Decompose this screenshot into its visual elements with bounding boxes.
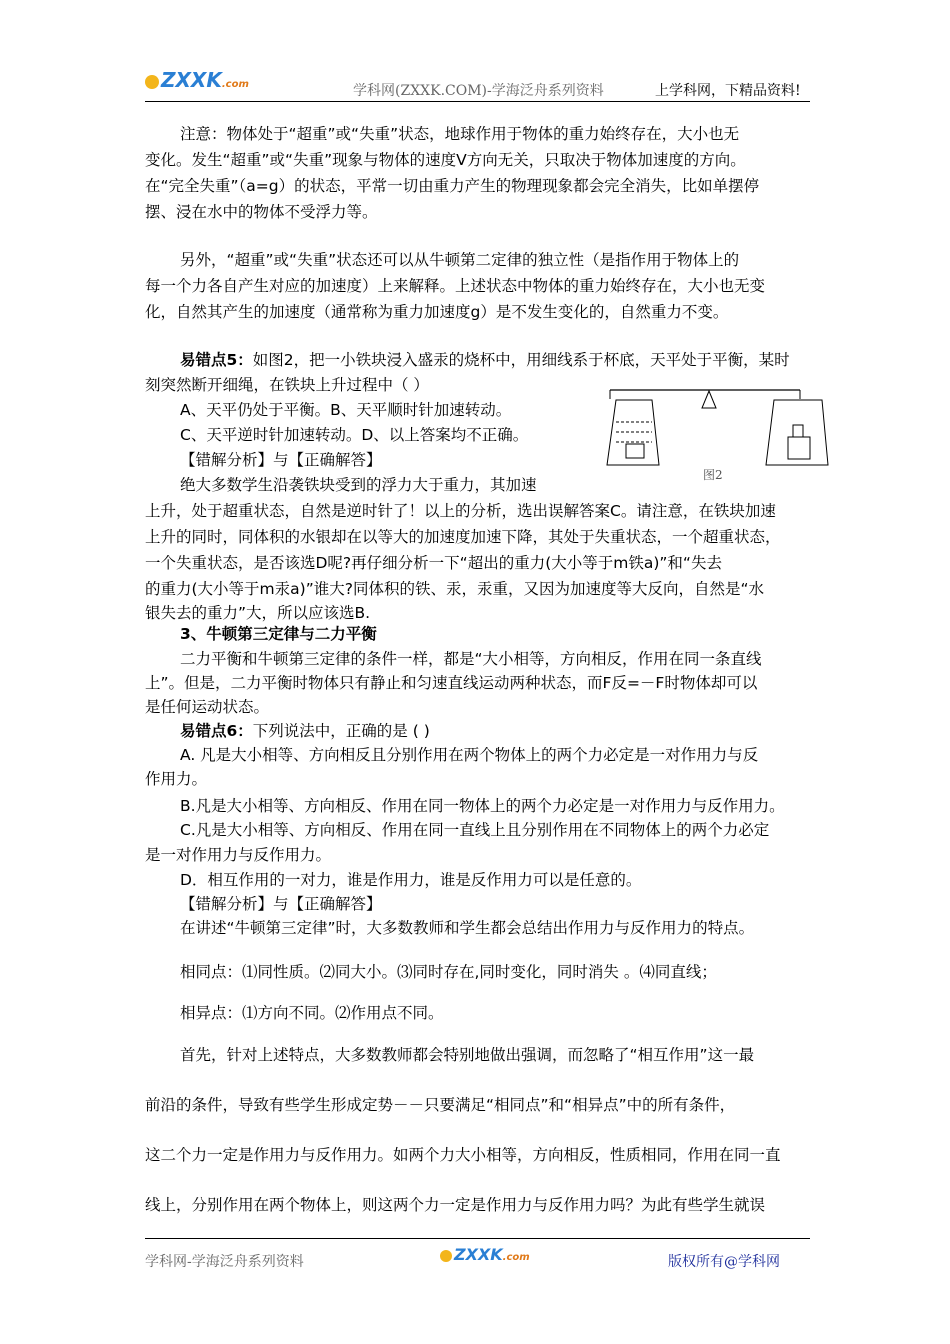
- p1-line: 变化。发生“超重”或“失重”现象与物体的速度V方向无关，只取决于物体加速度的方向。: [145, 151, 746, 169]
- zxxk-logo: ZXXK.com: [145, 68, 249, 92]
- q6-option-a-cont: 作用力。: [145, 770, 208, 788]
- analysis-title: 【错解分析】与【正确解答】: [180, 451, 382, 469]
- a5-line: 上升的同时，同体积的水银却在以等大的加速度加速下降，其处于失重状态，一个超重状态，: [145, 528, 781, 546]
- footer-rule: [145, 1238, 810, 1239]
- footer-logo-mascot-icon: [440, 1250, 452, 1262]
- q6-option-c-cont: 是一对作用力与反作用力。: [145, 846, 332, 864]
- last-para-line: 首先，针对上述特点，大多数教师都会特别地做出强调，而忽略了“相互作用”这一最: [180, 1046, 755, 1064]
- s3-line: 是任何运动状态。: [145, 698, 270, 716]
- q6-option-c: C.凡是大小相等、方向相反、作用在同一直线上且分别作用在不同物体上的两个力必定: [180, 821, 770, 839]
- a5-line: 的重力(大小等于m汞a)”谁大?同体积的铁、汞，汞重，又因为加速度等大反向，自然是“水: [145, 580, 764, 598]
- diff-points: 相异点：⑴方向不同。⑵作用点不同。: [180, 1004, 444, 1022]
- header-slogan: 上学科网，下精品资料!: [655, 83, 801, 99]
- q5-option: C、天平逆时针加速转动。D、以上答案均不正确。: [180, 426, 529, 444]
- analysis-title-2: 【错解分析】与【正确解答】: [180, 895, 382, 913]
- p2-line: 化，自然其产生的加速度（通常称为重力加速度g）是不发生变化的，自然重力不变。: [145, 303, 729, 321]
- s3-line: 上”。但是，二力平衡时物体只有静止和匀速直线运动两种状态，而F反=－F时物体却可以: [145, 674, 758, 692]
- footer-right: 版权所有@学科网: [668, 1254, 780, 1270]
- a5-line: 绝大多数学生沿袭铁块受到的浮力大于重力，其加速: [180, 476, 537, 494]
- p2-line: 每一个力各自产生对应的加速度）上来解释。上述状态中物体的重力始终存在，大小也无变: [145, 277, 766, 295]
- page-header: [145, 66, 810, 102]
- a5-line: 上升，处于超重状态，自然是逆时针了！以上的分析，选出误解答案C。请注意，在铁块加速: [145, 502, 776, 520]
- q6-option-d: D．相互作用的一对力，谁是作用力，谁是反作用力可以是任意的。: [180, 871, 642, 889]
- s3-line: 二力平衡和牛顿第三定律的条件一样，都是“大小相等，方向相反，作用在同一条直线: [180, 650, 762, 668]
- a5-line: 银失去的重力”大，所以应该选B.: [145, 604, 371, 622]
- last-para-line: 前沿的条件，导致有些学生形成定势－－只要满足“相同点”和“相异点”中的所有条件，: [145, 1096, 736, 1114]
- q5-label: 易错点5：: [180, 351, 253, 369]
- p1-line: 在“完全失重”（a=g）的状态，平常一切由重力产生的物理现象都会完全消失，比如单摆停: [145, 177, 760, 195]
- q5-option: A、天平仍处于平衡。B、天平顺时针加速转动。: [180, 401, 512, 419]
- p1-line: 注意：物体处于“超重”或“失重”状态，地球作用于物体的重力始终存在，大小也无: [180, 125, 740, 143]
- q6-option-a: A. 凡是大小相等、方向相反且分别作用在两个物体上的两个力必定是一对作用力与反: [180, 746, 759, 764]
- header-rule: [145, 101, 810, 102]
- p2-line: 另外，“超重”或“失重”状态还可以从牛顿第二定律的独立性（是指作用于物体上的: [180, 251, 740, 269]
- section-3-title: 3、牛顿第三定律与二力平衡: [180, 625, 377, 643]
- q6-stem: 易错点6：下列说法中，正确的是 ( ): [180, 722, 430, 740]
- q5-stem: 易错点5：如图2，把一小铁块浸入盛汞的烧杯中，用细线系于杯底，天平处于平衡，某时: [180, 351, 790, 369]
- same-points: 相同点：⑴同性质。⑵同大小。⑶同时存在,同时变化，同时消失 。⑷同直线；: [180, 963, 717, 981]
- logo-mascot-icon: [145, 75, 159, 89]
- last-para-line: 线上，分别作用在两个物体上，则这两个力一定是作用力与反作用力吗？为此有些学生就误: [145, 1196, 766, 1214]
- q6-label: 易错点6：: [180, 722, 253, 740]
- a5-line: 一个失重状态，是否该选D呢?再仔细分析一下“超出的重力(大小等于m铁a)”和“失去: [145, 554, 722, 572]
- q6-option-b: B.凡是大小相等、方向相反、作用在同一物体上的两个力必定是一对作用力与反作用力。: [180, 797, 785, 815]
- figure-caption: 图2: [703, 468, 723, 482]
- footer-left: 学科网-学海泛舟系列资料: [145, 1254, 304, 1270]
- last-para-line: 这二个力一定是作用力与反作用力。如两个力大小相等，方向相反，性质相同，作用在同一直: [145, 1146, 781, 1164]
- header-title: 学科网(ZXXK.COM)-学海泛舟系列资料: [353, 83, 604, 99]
- a6-intro: 在讲述“牛顿第三定律”时，大多数教师和学生都会总结出作用力与反作用力的特点。: [180, 919, 755, 937]
- q5-stem-cont: 刻突然断开细绳，在铁块上升过程中（ ）: [145, 376, 429, 394]
- p1-line: 摆、浸在水中的物体不受浮力等。: [145, 203, 378, 221]
- footer-zxxk-logo: ZXXK.com: [440, 1245, 530, 1264]
